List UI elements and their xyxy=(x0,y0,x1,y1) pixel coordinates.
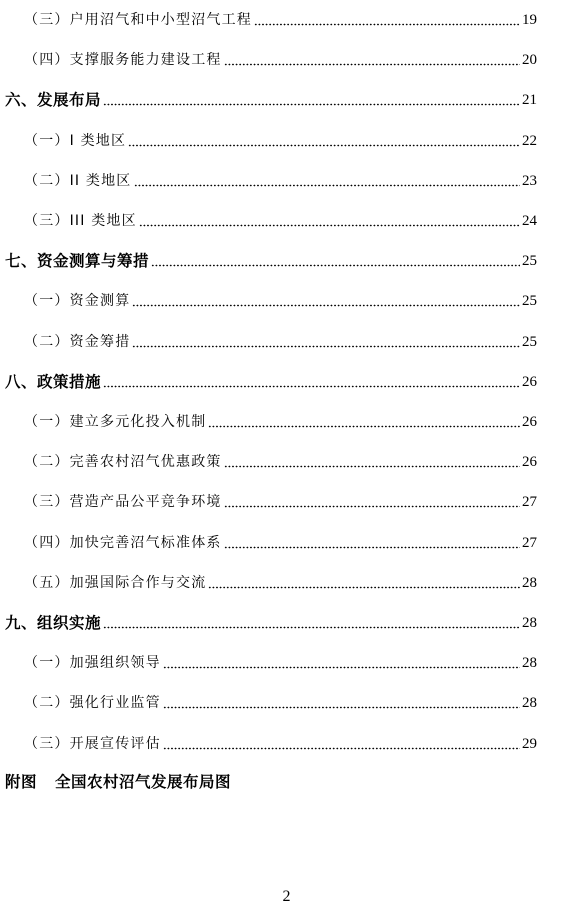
toc-entry-page: 27 xyxy=(522,494,537,511)
toc-chapter-entry xyxy=(0,247,537,271)
toc-chapter-entry xyxy=(0,609,537,633)
toc-dot-leader xyxy=(163,736,520,750)
toc-section-entry xyxy=(0,448,537,472)
toc-entry-page: 29 xyxy=(522,735,537,752)
toc-entry-label: （二）资金筹措 xyxy=(24,333,131,350)
toc-entry-page: 21 xyxy=(522,92,537,109)
toc-entry-page: 23 xyxy=(522,172,537,189)
toc-dot-leader xyxy=(224,494,520,508)
toc-entry-page: 19 xyxy=(522,12,537,28)
toc-entry-label: （三）III 类地区 xyxy=(24,213,137,229)
toc-dot-leader xyxy=(151,253,520,267)
toc-dot-leader xyxy=(163,695,520,709)
toc-dot-leader xyxy=(128,133,520,147)
toc-dot-leader xyxy=(132,334,520,348)
toc-section-entry xyxy=(0,6,537,30)
toc-dot-leader xyxy=(139,213,520,227)
toc-section-entry xyxy=(0,127,537,151)
toc-entry-label: 八、政策措施 xyxy=(5,372,102,391)
toc-dot-leader xyxy=(224,52,520,66)
toc-entry-label: （二）完善农村沼气优惠政策 xyxy=(24,454,222,471)
page-number: 2 xyxy=(282,888,291,905)
toc-section-entry xyxy=(0,46,537,70)
toc-entry-page: 28 xyxy=(522,574,537,591)
toc-section-entry xyxy=(0,408,537,432)
toc-dot-leader xyxy=(132,293,520,307)
toc-dot-leader xyxy=(254,12,520,26)
toc-entry-page: 22 xyxy=(522,132,537,149)
appendix-entry xyxy=(5,770,231,792)
toc-section-entry xyxy=(0,689,537,713)
toc-entry-label: （三）开展宣传评估 xyxy=(24,735,161,752)
toc-section-entry xyxy=(0,328,537,352)
toc-section-entry xyxy=(0,287,537,311)
toc-section-entry xyxy=(0,167,537,191)
toc-chapter-entry xyxy=(0,86,537,110)
toc-entry-label: （二）强化行业监管 xyxy=(24,695,161,712)
toc-entry-label: （一）资金测算 xyxy=(24,293,131,310)
toc-entry-label: （二）II 类地区 xyxy=(24,172,132,189)
toc-entry-label: （三）户用沼气和中小型沼气工程 xyxy=(24,12,252,28)
toc-dot-leader xyxy=(103,615,520,629)
toc-entry-page: 26 xyxy=(522,414,537,430)
appendix-title: 全国农村沼气发展布局图 xyxy=(55,773,232,791)
toc-section-entry xyxy=(0,649,537,673)
toc-section-entry xyxy=(0,569,537,593)
toc-dot-leader xyxy=(224,454,520,468)
toc-entry-page: 25 xyxy=(522,293,537,310)
toc-entry-page: 28 xyxy=(522,655,537,672)
toc-entry-label: 六、发展布局 xyxy=(5,91,102,110)
toc-dot-leader xyxy=(163,655,520,669)
toc-entry-page: 25 xyxy=(522,333,537,350)
toc-entry-label: （五）加强国际合作与交流 xyxy=(24,574,207,591)
toc-dot-leader xyxy=(134,173,520,187)
toc-chapter-entry xyxy=(0,368,537,392)
toc-entry-label: （一）加强组织领导 xyxy=(24,655,161,672)
toc-section-entry xyxy=(0,488,537,512)
toc-section-entry xyxy=(0,207,537,231)
toc-entry-label: （一）建立多元化投入机制 xyxy=(24,414,207,430)
toc-dot-leader xyxy=(103,92,520,106)
toc-entry-label: （一）I 类地区 xyxy=(24,132,127,149)
toc-entry-label: 七、资金测算与筹措 xyxy=(5,252,150,271)
toc-section-entry xyxy=(0,730,537,754)
toc-entry-page: 27 xyxy=(522,534,537,551)
toc-entry-label: （四）支撑服务能力建设工程 xyxy=(24,52,222,69)
toc-section-entry xyxy=(0,529,537,553)
toc-entry-page: 26 xyxy=(522,373,537,390)
toc-dot-leader xyxy=(208,414,520,428)
toc-dot-leader xyxy=(103,374,520,388)
toc-entry-page: 26 xyxy=(522,454,537,471)
toc-entry-page: 28 xyxy=(522,615,537,631)
toc-entry-page: 20 xyxy=(522,52,537,69)
toc-entry-label: （四）加快完善沼气标准体系 xyxy=(24,534,222,551)
toc-dot-leader xyxy=(224,535,520,549)
toc-dot-leader xyxy=(208,575,520,589)
toc-entry-label: 九、组织实施 xyxy=(5,614,102,632)
toc-entry-label: （三）营造产品公平竞争环境 xyxy=(24,494,222,511)
toc-entry-page: 24 xyxy=(522,213,537,229)
appendix-prefix: 附图 xyxy=(5,773,38,791)
toc-entry-page: 28 xyxy=(522,695,537,712)
toc-entry-page: 25 xyxy=(522,253,537,270)
